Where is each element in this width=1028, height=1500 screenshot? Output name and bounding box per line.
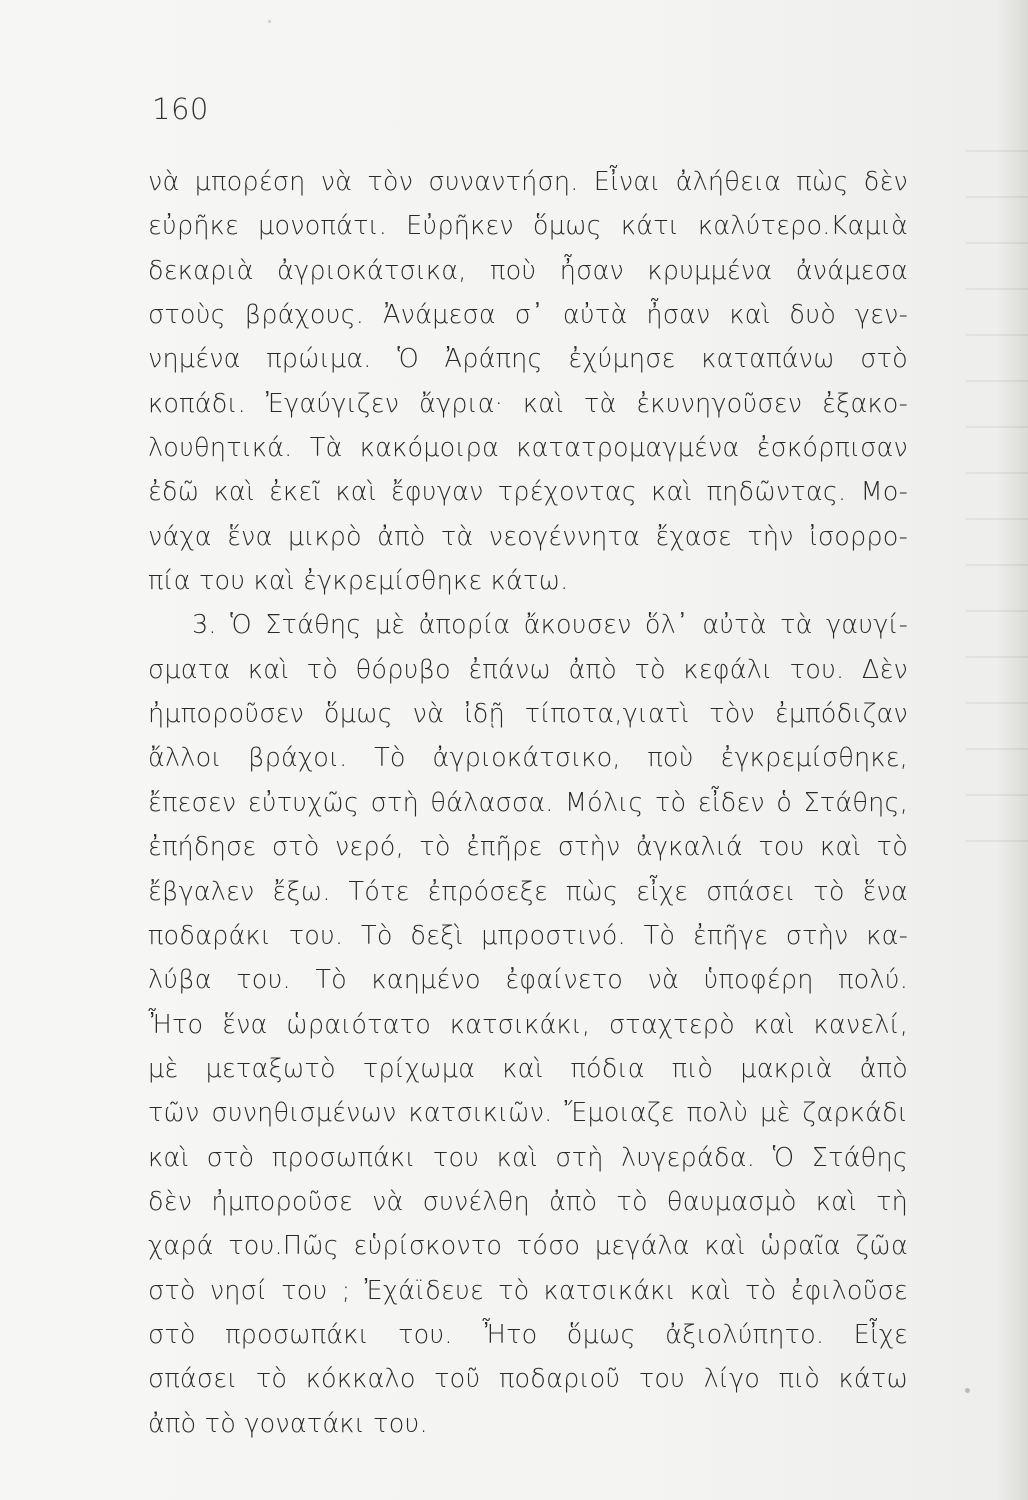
text-line: δεκαριὰ ἀγριοκάτσικα, ποὺ ἦσαν κρυμμένα ἀνάμεσα	[148, 255, 908, 286]
text-line: νάχα ἕνα μικρὸ ἀπὸ τὰ νεογέννητα ἔχασε τὴν ἰσορρο-	[148, 521, 908, 552]
text-line: ἔπεσεν εὐτυχῶς στὴ θάλασσα. Μόλις τὸ εἶδεν ὁ Στάθης,	[148, 787, 908, 818]
text-line: στὸ προσωπάκι του. Ἦτο ὅμως ἀξιολύπητο. Εἶχε	[148, 1319, 908, 1350]
text-line: χαρά του.Πῶς εὑρίσκοντο τόσο μεγάλα καὶ ὡραῖα ζῶα	[148, 1231, 908, 1262]
paper-speck	[268, 20, 271, 23]
page-number: 160	[152, 92, 209, 126]
text-line: πία του καὶ ἐγκρεμίσθηκε κάτω.	[148, 566, 569, 597]
text-line: ἔβγαλεν ἔξω. Τότε ἐπρόσεξε πὼς εἶχε σπάσει τὸ ἕνα	[148, 876, 908, 907]
text-line: τῶν συνηθισμένων κατσικιῶν. Ἔμοιαζε πολὺ μὲ ζαρκάδι	[148, 1098, 908, 1129]
text-line: σπάσει τὸ κόκκαλο τοῦ ποδαριοῦ του λίγο πιὸ κάτω	[148, 1364, 908, 1395]
text-line: κοπάδι. Ἐγαύγιζεν ἄγρια· καὶ τὰ ἐκυνηγοῦσεν ἐξακο-	[148, 388, 908, 419]
show-through-text	[966, 150, 1028, 870]
text-line: ἐπήδησε στὸ νερό, τὸ ἐπῆρε στὴν ἀγκαλιά του καὶ τὸ	[148, 832, 908, 863]
text-line: ἠμποροῦσεν ὅμως νὰ ἰδῇ τίποτα,γιατὶ τὸν ἐμπόδιζαν	[148, 699, 908, 730]
body-text	[148, 160, 908, 1446]
text-line: ἀπὸ τὸ γονατάκι του.	[148, 1408, 428, 1439]
text-line: μὲ μεταξωτὸ τρίχωμα καὶ πόδια πιὸ μακριὰ ἀπὸ	[148, 1053, 908, 1084]
text-line: εὐρῆκε μονοπάτι. Εὐρῆκεν ὅμως κάτι καλύτερο.Καμιὰ	[148, 211, 908, 242]
text-line: δὲν ἠμποροῦσε νὰ συνέλθη ἀπὸ τὸ θαυμασμὸ καὶ τὴ	[148, 1186, 908, 1217]
text-line: στοὺς βράχους. Ἀνάμεσα σ᾿ αὐτὰ ἦσαν καὶ δυὸ γεν-	[148, 300, 908, 331]
text-line: ἄλλοι βράχοι. Τὸ ἀγριοκάτσικο, ποὺ ἐγκρεμίσθηκε,	[148, 743, 908, 774]
text-line: ποδαράκι του. Τὸ δεξὶ μπροστινό. Τὸ ἐπῆγε στὴν κα-	[148, 920, 908, 951]
text-line: στὸ νησί του ; Ἐχάϊδευε τὸ κατσικάκι καὶ τὸ ἐφιλοῦσε	[148, 1275, 908, 1306]
text-line: σματα καὶ τὸ θόρυβο ἐπάνω ἀπὸ τὸ κεφάλι του. Δὲν	[148, 654, 908, 685]
text-line: νὰ μπορέση νὰ τὸν συναντήση. Εἶναι ἀλήθεια πὼς δὲν	[148, 167, 908, 197]
text-line: ἐδῶ καὶ ἐκεῖ καὶ ἔφυγαν τρέχοντας καὶ πηδῶντας. Μο-	[148, 477, 908, 508]
paper-speck	[965, 1388, 970, 1393]
text-line: νημένα πρώιμα. Ὁ Ἀράπης ἐχύμησε καταπάνω στὸ	[148, 344, 908, 375]
text-line: λύβα του. Τὸ καημένο ἐφαίνετο νὰ ὑποφέρη πολύ.	[148, 965, 908, 996]
paragraph-start-line: 3. Ὁ Στάθης μὲ ἀπορία ἄκουσεν ὅλ᾿ αὐτὰ τὰ γαυγί-	[192, 610, 908, 641]
text-line: καὶ στὸ προσωπάκι του καὶ στὴ λυγεράδα. Ὁ Στάθης	[148, 1142, 908, 1173]
text-line: Ἦτο ἕνα ὡραιότατο κατσικάκι, σταχτερὸ καὶ κανελί,	[148, 1009, 908, 1040]
text-line: λουθητικά. Τὰ κακόμοιρα κατατρομαγμένα ἐσκόρπισαν	[148, 433, 908, 464]
